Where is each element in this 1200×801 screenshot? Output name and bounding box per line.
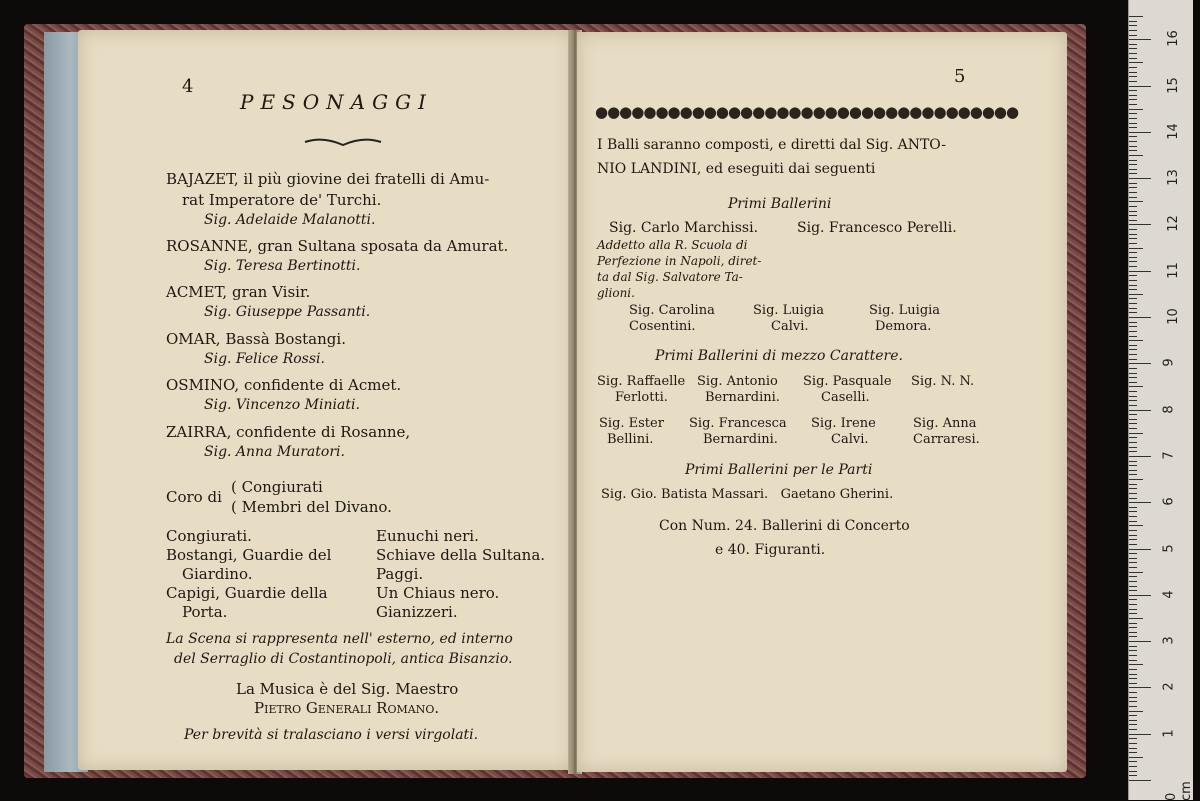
left-page <box>78 30 573 770</box>
ruler-tick <box>1129 53 1137 54</box>
ruler-tick <box>1129 192 1137 193</box>
ruler-tick <box>1129 303 1137 304</box>
singer-name: Sig. Adelaide Malanotti. <box>204 212 376 228</box>
ruler-tick <box>1129 586 1137 587</box>
ruler-tick <box>1129 646 1137 647</box>
character-desc: , Bassà Bostangi. <box>215 330 346 348</box>
ruler-tick <box>1129 294 1143 295</box>
ruler-tick <box>1129 67 1137 68</box>
ruler-tick <box>1129 706 1137 707</box>
extra-item: Paggi. <box>376 565 424 583</box>
extra-item: Porta. <box>182 603 228 621</box>
dancer-surname: Bernardini. <box>705 390 780 405</box>
extra-item: Capigi, Guardie della <box>166 584 328 602</box>
ruler-tick <box>1129 530 1137 531</box>
extra-item: Bostangi, Guardie del <box>166 546 332 564</box>
ruler-tick <box>1129 609 1137 610</box>
ruler-tick <box>1129 604 1137 605</box>
ruler-tick <box>1129 252 1137 253</box>
dancer-name: Sig. Francesca <box>689 416 787 431</box>
ruler-tick <box>1129 766 1137 767</box>
ruler-tick <box>1129 30 1137 31</box>
ruler-tick <box>1129 336 1137 337</box>
ruler-tick <box>1129 535 1137 536</box>
page-number: 4 <box>182 76 194 97</box>
ruler-tick <box>1129 618 1143 619</box>
ruler-label: 1 <box>1161 729 1177 738</box>
note-line: ta dal Sig. Salvatore Ta- <box>597 270 743 284</box>
measuring-ruler <box>1128 0 1193 800</box>
ruler-tick <box>1129 558 1137 559</box>
dancer-surname: Bernardini. <box>703 432 778 447</box>
ruler-tick <box>1129 141 1137 142</box>
ruler-tick <box>1129 322 1137 323</box>
ruler-tick <box>1129 178 1151 179</box>
ruler-tick <box>1129 25 1137 26</box>
ruler-tick <box>1129 396 1137 397</box>
ruler-tick <box>1129 99 1137 100</box>
dancer-surname: Ferlotti. <box>615 390 668 405</box>
ruler-tick <box>1129 775 1137 776</box>
dancer-name: Sig. Luigia <box>753 303 825 318</box>
character-entry <box>166 170 489 188</box>
ruler-tick <box>1129 484 1137 485</box>
extra-item: Congiurati. <box>166 527 252 545</box>
ruler-tick <box>1129 317 1151 318</box>
ruler-tick <box>1129 724 1137 725</box>
right-page <box>577 32 1067 772</box>
ruler-label: 0 cm <box>1164 781 1194 801</box>
ruler-tick <box>1129 95 1137 96</box>
ruler-tick <box>1129 243 1137 244</box>
ruler-tick <box>1129 359 1137 360</box>
ruler-tick <box>1129 340 1143 341</box>
ruler-tick <box>1129 48 1137 49</box>
ornament-border: ●●●●●●●●●●●●●●●●●●●●●●●●●●●●●●●●●●● <box>595 103 1019 121</box>
ruler-tick <box>1129 197 1137 198</box>
ruler-tick <box>1129 86 1151 87</box>
ruler-tick <box>1129 674 1137 675</box>
ruler-tick <box>1129 349 1137 350</box>
ruler-tick <box>1129 539 1137 540</box>
ruler-tick <box>1129 757 1143 758</box>
ruler-tick <box>1129 761 1137 762</box>
section-heading: Primi Ballerini di mezzo Carattere. <box>655 348 903 364</box>
ruler-tick <box>1129 507 1137 508</box>
ruler-tick <box>1129 377 1137 378</box>
dancer-name: Sig. Francesco Perelli. <box>797 220 957 236</box>
dancer-name: Sig. Raffaelle <box>597 374 686 389</box>
ruler-tick <box>1129 90 1137 91</box>
footer-note: Per brevità si tralasciano i versi virgolati. <box>184 727 479 743</box>
ruler-tick <box>1129 326 1137 327</box>
ruler-tick <box>1129 521 1137 522</box>
ruler-tick <box>1129 511 1137 512</box>
ruler-tick <box>1129 160 1137 161</box>
ruler-tick <box>1129 493 1137 494</box>
dancer-name: Sig. Pasquale <box>803 374 892 389</box>
scene-line: La Scena si rappresenta nell' esterno, ed interno <box>166 631 513 647</box>
intro-line: NIO LANDINI, ed eseguiti dai seguenti <box>597 161 876 177</box>
ruler-tick <box>1129 627 1137 628</box>
composer-line: Pietro Generali Romano. <box>254 699 440 717</box>
ruler-tick <box>1129 576 1137 577</box>
dancer-name: Sig. N. N. <box>911 374 975 389</box>
ruler-tick <box>1129 636 1137 637</box>
ruler-tick <box>1129 35 1137 36</box>
extra-item: Schiave della Sultana. <box>376 546 546 564</box>
ruler-tick <box>1129 720 1137 721</box>
ruler-tick <box>1129 447 1137 448</box>
ruler-tick <box>1129 104 1137 105</box>
ruler-tick <box>1129 146 1137 147</box>
ruler-tick <box>1129 771 1137 772</box>
ruler-tick <box>1129 224 1151 225</box>
ruler-tick <box>1129 248 1143 249</box>
ruler-tick <box>1129 127 1137 128</box>
ruler-label: 11 <box>1165 261 1181 279</box>
ruler-tick <box>1129 752 1137 753</box>
ruler-tick <box>1129 234 1137 235</box>
ruler-tick <box>1129 285 1137 286</box>
dancer-surname: Carraresi. <box>913 432 980 447</box>
ruler-tick <box>1129 553 1137 554</box>
ruler-label: 13 <box>1165 169 1181 186</box>
ruler-tick <box>1129 595 1151 596</box>
dancer-surname: Demora. <box>875 319 932 334</box>
ruler-tick <box>1129 312 1137 313</box>
ruler-tick <box>1129 650 1137 651</box>
ruler-tick <box>1129 456 1151 457</box>
ruler-tick <box>1129 123 1137 124</box>
ruler-tick <box>1129 44 1137 45</box>
ruler-tick <box>1129 516 1137 517</box>
ruler-tick <box>1129 738 1137 739</box>
ruler-label: 16 <box>1165 30 1181 47</box>
dancer-surname: Cosentini. <box>629 319 696 334</box>
ruler-tick <box>1129 479 1143 480</box>
extra-item: Giardino. <box>182 565 253 583</box>
character-name: ACMET <box>166 283 223 301</box>
ruler-label: 5 <box>1161 543 1177 553</box>
ruler-tick <box>1129 410 1151 411</box>
ruler-tick <box>1129 641 1151 642</box>
dancer-surname: Caselli. <box>821 390 870 405</box>
coro-item: ( Membri del Divano. <box>231 498 392 516</box>
ruler-tick <box>1129 39 1151 40</box>
ruler-tick <box>1129 433 1143 434</box>
ruler-tick <box>1129 289 1137 290</box>
ruler-tick <box>1129 414 1137 415</box>
ruler-tick <box>1129 437 1137 438</box>
character-desc: , confidente di Rosanne, <box>226 423 411 441</box>
ruler-tick <box>1129 368 1137 369</box>
ruler-tick <box>1129 373 1137 374</box>
ruler-tick <box>1129 386 1143 387</box>
ruler-tick <box>1129 599 1137 600</box>
dancer-name: Sig. Ester <box>599 416 664 431</box>
extra-item: Un Chiaus nero. <box>376 584 500 602</box>
ruler-tick <box>1129 632 1137 633</box>
ruler-label: 8 <box>1161 404 1177 414</box>
ruler-label: 9 <box>1161 358 1177 367</box>
character-name: OMAR <box>166 330 216 348</box>
ruler-tick <box>1129 257 1137 258</box>
character-entry <box>166 330 346 348</box>
ruler-tick <box>1129 567 1137 568</box>
character-name: ROSANNE <box>166 237 248 255</box>
ruler-tick <box>1129 206 1137 207</box>
ruler-tick <box>1129 187 1137 188</box>
ruler-tick <box>1129 419 1137 420</box>
closing-line: Con Num. 24. Ballerini di Concerto <box>659 518 910 534</box>
ruler-label: 4 <box>1161 590 1177 599</box>
ruler-tick <box>1129 72 1137 73</box>
coro-item: ( Congiurati <box>231 478 323 496</box>
character-desc: , gran Visir. <box>222 283 311 301</box>
ruler-tick <box>1129 743 1137 744</box>
ruler-tick <box>1129 308 1137 309</box>
ruler-tick <box>1129 498 1137 499</box>
scene-line: del Serraglio di Costantinopoli, antica Bisanzio. <box>174 651 513 667</box>
ruler-tick <box>1129 780 1151 781</box>
ruler-tick <box>1129 488 1137 489</box>
ruler-tick <box>1129 382 1137 383</box>
dancer-surname: Bellini. <box>607 432 654 447</box>
ruler-tick <box>1129 275 1137 276</box>
ruler-tick <box>1129 345 1137 346</box>
ruler-label: 14 <box>1165 123 1181 140</box>
section-heading: Primi Ballerini <box>728 196 832 212</box>
ruler-tick <box>1129 155 1143 156</box>
ruler-tick <box>1129 81 1137 82</box>
ruler-tick <box>1129 400 1137 401</box>
character-name: OSMINO <box>166 376 235 394</box>
ruler-tick <box>1129 442 1137 443</box>
parti-dancers: Sig. Gio. Batista Massari. Gaetano Gherini. <box>601 487 894 502</box>
extra-item: Gianizzeri. <box>376 603 458 621</box>
ruler-tick <box>1129 298 1137 299</box>
dancer-name: Sig. Irene <box>811 416 876 431</box>
ruler-tick <box>1129 132 1151 133</box>
ruler-tick <box>1129 613 1137 614</box>
ruler-label: 2 <box>1161 682 1177 692</box>
character-entry <box>166 376 401 394</box>
ruler-tick <box>1129 664 1143 665</box>
ruler-tick <box>1129 16 1143 17</box>
ruler-label: 12 <box>1165 215 1181 233</box>
singer-name: Sig. Giuseppe Passanti. <box>204 304 371 320</box>
ruler-tick <box>1129 461 1137 462</box>
ruler-tick <box>1129 211 1137 212</box>
ruler-tick <box>1129 687 1151 688</box>
character-desc: , gran Sultana sposata da Amurat. <box>247 237 509 255</box>
ruler-tick <box>1129 697 1137 698</box>
page-title: PESONAGGI <box>240 90 433 114</box>
singer-name: Sig. Anna Muratori. <box>204 444 345 460</box>
dancer-surname: Calvi. <box>771 319 809 334</box>
section-heading: Primi Ballerini per le Parti <box>685 462 873 478</box>
ruler-tick <box>1129 21 1137 22</box>
ruler-tick <box>1129 715 1137 716</box>
ruler-tick <box>1129 76 1137 77</box>
note-line: Addetto alla R. Scuola di <box>597 238 748 252</box>
ruler-tick <box>1129 109 1143 110</box>
character-entry <box>166 423 410 441</box>
ruler-tick <box>1129 502 1151 503</box>
ruler-tick <box>1129 562 1137 563</box>
ruler-tick <box>1129 623 1137 624</box>
ruler-tick <box>1129 280 1137 281</box>
character-entry <box>166 237 508 255</box>
ruler-tick <box>1129 136 1137 137</box>
closing-line: e 40. Figuranti. <box>715 542 826 558</box>
ruler-tick <box>1129 474 1137 475</box>
ruler-tick <box>1129 655 1137 656</box>
ruler-tick <box>1129 729 1137 730</box>
character-entry <box>166 283 310 301</box>
character-name: BAJAZET <box>166 170 234 188</box>
extra-item: Eunuchi neri. <box>376 527 479 545</box>
ruler-tick <box>1129 238 1137 239</box>
note-line: Perfezione in Napoli, diret- <box>597 254 762 268</box>
ruler-tick <box>1129 405 1137 406</box>
ruler-tick <box>1129 711 1143 712</box>
music-line: La Musica è del Sig. Maestro <box>236 680 459 698</box>
ruler-tick <box>1129 113 1137 114</box>
ruler-tick <box>1129 164 1137 165</box>
ruler-tick <box>1129 173 1137 174</box>
ruler-tick <box>1129 451 1137 452</box>
dancer-name: Sig. Anna <box>913 416 977 431</box>
dancer-name: Sig. Carolina <box>629 303 715 318</box>
character-desc-cont: rat Imperatore de' Turchi. <box>182 191 382 209</box>
ruler-tick <box>1129 220 1137 221</box>
dancer-name: Sig. Antonio <box>697 374 778 389</box>
ruler-tick <box>1129 581 1137 582</box>
character-desc: , confidente di Acmet. <box>234 376 402 394</box>
singer-name: Sig. Teresa Bertinotti. <box>204 258 361 274</box>
ruler-label: 6 <box>1161 497 1177 506</box>
coro-label: Coro di <box>166 488 222 506</box>
ruler-tick <box>1129 669 1137 670</box>
ruler-tick <box>1129 391 1137 392</box>
ruler-tick <box>1129 701 1137 702</box>
ruler-tick <box>1129 572 1143 573</box>
dancer-name: Sig. Luigia <box>869 303 941 318</box>
ruler-tick <box>1129 201 1143 202</box>
ruler-tick <box>1129 428 1137 429</box>
ruler-tick <box>1129 660 1137 661</box>
ruler-label: 3 <box>1161 636 1177 645</box>
ruler-tick <box>1129 590 1137 591</box>
ruler-tick <box>1129 549 1151 550</box>
character-desc: , il più giovine dei fratelli di Amu- <box>233 170 490 188</box>
ruler-label: 7 <box>1161 451 1177 460</box>
ruler-tick <box>1129 331 1137 332</box>
ruler-tick <box>1129 748 1137 749</box>
ruler-label: 10 <box>1165 308 1181 325</box>
ruler-tick <box>1129 261 1137 262</box>
ruler-tick <box>1129 692 1137 693</box>
character-name: ZAIRRA <box>166 423 227 441</box>
ruler-tick <box>1129 544 1137 545</box>
note-line: glioni. <box>597 286 635 300</box>
ruler-tick <box>1129 271 1151 272</box>
ruler-label: 15 <box>1165 76 1181 94</box>
intro-line: I Balli saranno composti, e diretti dal Sig. ANTO- <box>597 137 947 153</box>
ornament-flourish <box>303 133 383 151</box>
ruler-tick <box>1129 354 1137 355</box>
singer-name: Sig. Vincenzo Miniati. <box>204 397 360 413</box>
ruler-tick <box>1129 169 1137 170</box>
ruler-tick <box>1129 58 1137 59</box>
ruler-tick <box>1129 525 1143 526</box>
ruler-tick <box>1129 683 1137 684</box>
ruler-tick <box>1129 150 1137 151</box>
singer-name: Sig. Felice Rossi. <box>204 351 325 367</box>
dancer-name: Sig. Carlo Marchissi. <box>609 220 759 236</box>
ruler-tick <box>1129 678 1137 679</box>
ruler-tick <box>1129 215 1137 216</box>
ruler-tick <box>1129 266 1137 267</box>
ruler-tick <box>1129 229 1137 230</box>
ruler-tick <box>1129 118 1137 119</box>
ruler-tick <box>1129 62 1143 63</box>
ruler-tick <box>1129 734 1151 735</box>
ruler-tick <box>1129 423 1137 424</box>
ruler-tick <box>1129 363 1151 364</box>
page-number: 5 <box>954 66 966 87</box>
dancer-surname: Calvi. <box>831 432 869 447</box>
ruler-tick <box>1129 470 1137 471</box>
ruler-tick <box>1129 183 1137 184</box>
ruler-tick <box>1129 465 1137 466</box>
